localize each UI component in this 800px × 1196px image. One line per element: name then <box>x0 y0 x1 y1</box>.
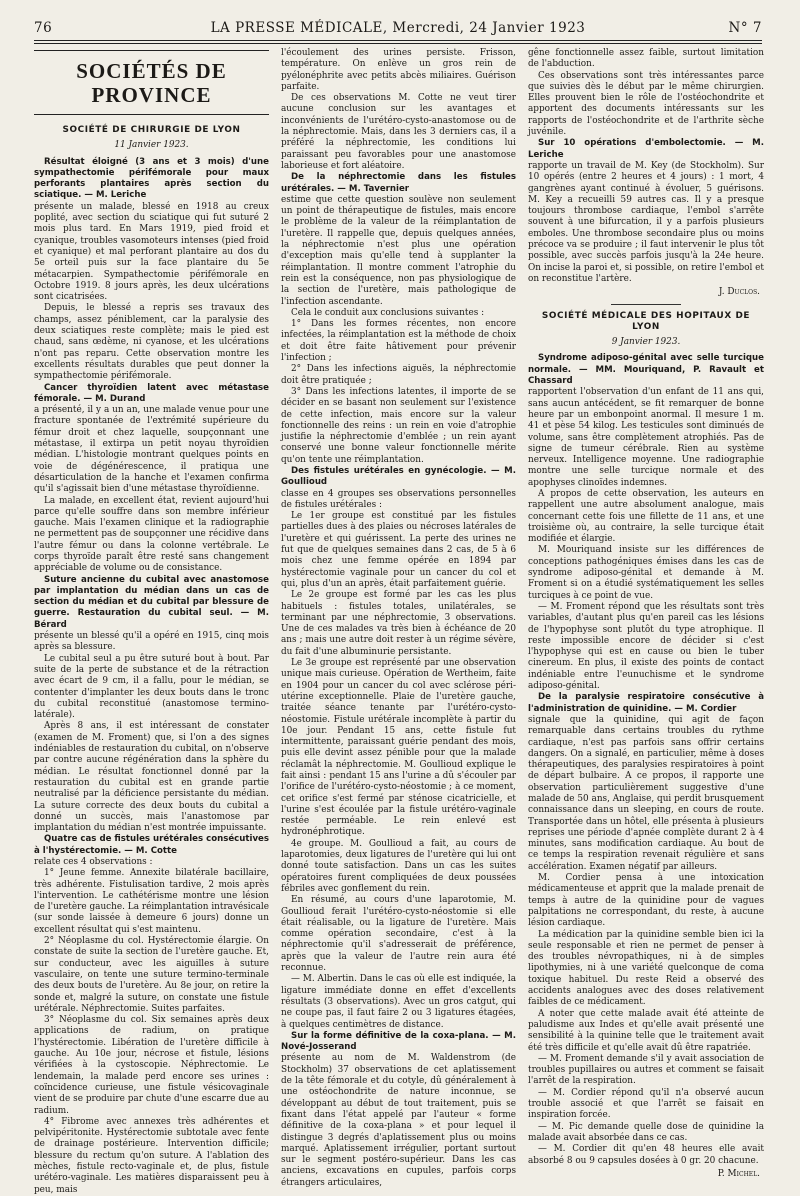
society-heading: SOCIÉTÉ DE CHIRURGIE DE LYON <box>62 125 241 135</box>
paragraph: Le 2e groupe est formé par les cas les plus habituels : fistules totales, unilatérales, se terminant par une néphrectomie, 3 observations. Une de ces malades va très bien à échéance de 20 ans ; mais une autre doit rester à un régime sévère, du fait d'une albuminurie persistante. <box>281 590 516 657</box>
paragraph: En résumé, au cours d'une laparotomie, M. Goullioud ferait l'urétéro-cysto-néostomie si elle était réalisable, ou la ligature de l'uretère. Mais comme opération secondaire, c'est à la néphrectomie qu'il s'adresserait de préférence, après que la valeur de l'autre rein aura été reconnue. <box>281 895 516 974</box>
paragraph: estime que cette question soulève non seulement un point de thérapeutique de fistules, mais encore le problème de la valeur de la réimplantation de l'uretère. Il rappelle que, depuis quelques années, la néphrectomie n'est plus une opération d'exception mais qu'elle tend à supplanter la réimplantation. Il montre comment l'atrophie du rein est la conséquence, non pas physiologique de la section de l'uretère, mais pathologique de l'infection ascendante. <box>281 194 516 307</box>
paragraph: 3° Néoplasme du col. Six semaines après deux applications de radium, on pratique l'hystérectomie. Libération de l'uretère difficile à gauche. Au 10e jour, nécrose et fistule, lésions vérifiées à la cystoscopie. Néphrectomie. Le lendemain, la malade perd encore ses urines : coïncidence curieuse, une fistule vésicovaginale vient de se produire par chute d'une escarre due au radium. <box>34 1015 269 1116</box>
paragraph: A noter que cette malade avait été atteinte de paludisme aux Indes et qu'elle avait présenté une sensibilité à la quinine telle que le traitement avait été très difficile et qu'elle avait dû être rapatriée. <box>528 1008 764 1053</box>
running-head <box>34 20 762 38</box>
paragraph: — M. Cordier répond qu'il n'a observé aucun trouble associé et que l'arrêt se faisait en inspiration forcée. <box>528 1087 764 1121</box>
section-title: SOCIÉTÉS DE PROVINCE <box>34 50 269 115</box>
article-heading: De la paralysie respiratoire consécutive à l'administration de quinidine. — M. Cordier <box>528 692 764 714</box>
article-heading: Des fistules urétérales en gynécologie. — M. Goullioud <box>281 465 516 488</box>
paragraph: Le 1er groupe est constitué par les fistules partielles dues à des plaies ou nécroses latérales de l'uretère et qui guérissent. La perte des urines ne fut que de quelques semaines dans 2 cas, de 5 à 6 mois chez une femme opérée en 1894 par hystérectomie vaginale pour un cancer du col et qui, plus d'un an après, était parfaitement guérie. <box>281 511 516 589</box>
page-number: 76 <box>34 20 53 36</box>
paragraph: 4e groupe. M. Goullioud a fait, au cours de laparotomies, deux ligatures de l'uretère qui lui ont donné toute satisfaction. Dans un cas les suites opératoires furent compliquées de deux poussées fébriles avec gonflement du rein. <box>281 838 516 894</box>
paragraph: 2° Dans les infections aiguës, la néphrectomie doit être pratiquée ; <box>281 364 516 386</box>
paragraph: 3° Dans les infections latentes, il importe de se décider en se basant non seulement sur l'existence de cette infection, mais encore sur la valeur fonctionnelle des reins : un rein en voie d'atrophie justifie la néphrectomie d'emblée ; un rein ayant conservé une bonne valeur fonctionnelle mérite qu'on tente une réimplantation. <box>281 386 516 465</box>
paragraph: présente au nom de M. Waldenstrom (de Stockholm) 37 observations de cet aplatissement de la tête fémorale et du cotyle, dû généralement à une ostéochondrite de nature inconnue, se développant au début de tout traitement, puis se fixant dans l'état appelé par l'auteur « forme définitive de la coxa-plana » et pour lequel il distingue 3 degrés d'aplatissement plus ou moins marqué. Aplatissement irrégulier, portant surtout sur le segment postéro-supérieur. Dans les cas anciens, excavations en cupules, parfois corps étrangers articulaires, <box>281 1053 516 1188</box>
paragraph: l'écoulement des urines persiste. Frisson, température. On enlève un gros rein de pyélonéphrite avec petits abcès miliaires. Guérison parfaite. <box>281 48 516 92</box>
section-divider <box>611 304 681 305</box>
paragraph: Le 3e groupe est représenté par une observation unique mais curieuse. Opération de Wertheim, faite en 1904 pour un cancer du col avec sclérose péri-utérine exceptionnelle. Plaie de l'uretère gauche, traitée séance tenante par l'urétéro-cysto-néostomie. Fistule urétérale incomplète à partir du 10e jour. Pendant 15 ans, cette fistule fut intermittente, paraissant guérie pendant des mois, puis elle devint assez pénible pour que la malade réclamât la néphrectomie. M. Goullioud explique le fait ainsi : pendant 15 ans l'urine a dû s'écouler par l'orifice de l'urétéro-cysto-néostomie ; à ce moment, cet orifice s'est fermé par sténose cicatricielle, et l'urine s'est écoulée par la fistule urétéro-vaginale restée perméable. Le rein enlevé est hydronéphrotique. <box>281 658 516 838</box>
session-date: 9 Janvier 1923. <box>611 337 681 348</box>
paragraph: La malade, en excellent état, revient aujourd'hui parce qu'elle souffre dans son membre inférieur gauche. Mais l'examen clinique et la radiographie ne permettent pas de soupçonner une récidive dans l'autre fémur ou dans la colonne vertébrale. Le corps thyroïde paraît être resté sans changement appréciable de volume ou de consistance. <box>34 495 269 574</box>
signature: J. Duclos. <box>718 287 760 298</box>
paragraph: Ces observations sont très intéressantes parce que suivies dès le début par le même chirurgien. Elles prouvent bien le rôle de l'ostéochondrite et apportent des documents intéressants sur les rapports de l'ostéochondrite et de l'arthrite sèche juvénile. <box>528 70 764 138</box>
paragraph: 2° Néoplasme du col. Hystérectomie élargie. On constate de suite la section de l'uretère gauche. Et, sur conducteur, avec les aiguilles à suture vasculaire, on tente une suture termino-terminale des deux bouts de l'uretère. Au 8e jour, on retire la sonde et, malgré la suture, on constate une fistule urétérale. Néphrectomie. Suites parfaites. <box>34 936 269 1014</box>
paragraph: relate ces 4 observations : <box>34 857 153 867</box>
paragraph: 1° Dans les formes récentes, non encore infectées, la réimplantation est la méthode de choix et doit être faite hâtivement pour prévenir l'infection ; <box>281 319 516 364</box>
column-2 <box>281 48 516 1188</box>
society-heading: SOCIÉTÉ MÉDICALE DES HOPITAUX DE LYON <box>541 310 751 332</box>
paragraph: a présenté, il y a un an, une malade venue pour une fracture spontanée de l'extrémité supérieure du fémur droit et chez laquelle, soupçonnant une métastase, il extirpa un petit noyau thyroïdien médian. L'histologie montrant quelques points en voie de dégénérescence, il pratiqua une désarticulation de la hanche et l'examen confirma qu'il s'agissait bien d'une métastase thyroïdienne. <box>34 405 269 495</box>
article-heading: De la néphrectomie dans les fistules urétérales. — M. Tavernier <box>281 172 516 194</box>
paragraph: — M. Pic demande quelle dose de quinidine la malade avait absorbée dans ce cas. <box>528 1121 764 1143</box>
paragraph: 1° Jeune femme. Annexite bilatérale bacillaire, très adhérente. Fistulisation tardive, 2 mois après l'intervention. Le cathétérisme montre une lésion de l'uretère gauche. La réimplantation intravésicale (sur sonde laissée à demeure 6 jours) donne un excellent résultat qui s'est maintenu. <box>34 868 269 935</box>
issue-number: N° 7 <box>728 20 762 36</box>
header-rule <box>34 40 762 44</box>
column-3 <box>528 48 764 1179</box>
paragraph: De ces observations M. Cotte ne veut tirer aucune conclusion sur les avantages et inconvénients de l'urétéro-cysto-anastomose ou de la néphrectomie. Mais, dans les 3 derniers cas, il a préféré la néphrectomie, les conditions lui paraissant peu favorables pour une anastomose laborieuse et fort aléatoire. <box>281 93 516 171</box>
paragraph: classe en 4 groupes ses observations personnelles de fistules urétérales : <box>281 488 516 510</box>
paragraph: M. Cordier pensa à une intoxication médicamenteuse et apprit que la malade prenait de temps à autre de la quinidine pour de vagues palpitations ne correspondant, du reste, à aucune lésion cardiaque. <box>528 873 764 929</box>
article-heading: Sur 10 opérations d'embolectomie. — M. Leriche <box>528 138 764 160</box>
article-heading: Résultat éloigné (3 ans et 3 mois) d'une sympathectomie périfémorale pour maux perforants plantaires après section du sciatique. — M. Leriche <box>34 156 269 201</box>
article-heading: Cancer thyroïdien latent avec métastase fémorale. — M. Durand <box>34 382 269 404</box>
paragraph: — M. Cordier dit qu'en 48 heures elle avait absorbé 8 ou 9 capsules dosées à 0 gr. 20 chacune. <box>528 1144 764 1166</box>
paragraph: — M. Froment répond que les résultats sont très variables, d'autant plus qu'en pareil cas les lésions de l'hypophyse sont plutôt du type atrophique. Il reste impossible encore de décider si c'est l'hypophyse qui est en cause ou bien le tuber cinereum. En plus, il existe des points de contact indéniable entre l'eunuchisme et le syndrome adiposo-génital. <box>528 601 764 692</box>
paragraph: rapportent l'observation d'un enfant de 11 ans qui, sans aucun antécédent, se fit remarquer de bonne heure par un embonpoint anormal. Il mesure 1 m. 41 et pèse 54 kilog. Les testicules sont diminués de volume, sans être complètement atrophiés. Pas de signe de tumeur cérébrale. Rien au système nerveux. Intelligence moyenne. Une radiographie montre une selle turcique normale et des apophyses clinoïdes indemnes. <box>528 387 764 488</box>
article-heading: Syndrome adiposo-génital avec selle turcique normale. — MM. Mouriquand, P. Ravault et Chassard <box>528 353 764 387</box>
article-heading: Quatre cas de fistules urétérales consécutives à l'hystérectomie. — M. Cotte <box>34 834 269 856</box>
paragraph: M. Mouriquand insiste sur les différences de conceptions pathogéniques émises dans les cas de syndrome adiposo-génital et demande à M. Froment si on a étudié systématiquement les selles turciques à ce point de vue. <box>528 545 764 601</box>
paragraph: Depuis, le blessé a repris ses travaux des champs, assez péniblement, car la paralysie des deux sciatiques reste complète; mais le pied est chaud, sans œdème, ni cyanose, et les ulcérations n'ont pas reparu. Cette observation montre les excellents résultats durables que peut donner la sympathectomie périfémorale. <box>34 303 269 382</box>
column-1 <box>34 48 269 1195</box>
paragraph: signale que la quinidine, qui agit de façon remarquable dans certains troubles du rythme cardiaque, n'est pas parfois sans offrir certains dangers. On a signalé, en particulier, même à doses thérapeutiques, des paralysies respiratoires à point de départ bulbaire. A ce propos, il rapporte une observation particulièrement suggestive d'une malade de 50 ans, Anglaise, qui perdit brusquement connaissance dans un sleeping, en cours de route. Transportée dans un hôtel, elle présenta à plusieurs reprises une période d'apnée complète durant 2 à 4 minutes, sans modification cardiaque. Au bout de ce temps la respiration revenait régulière et sans accélération. Examen négatif par ailleurs. <box>528 714 764 872</box>
paragraph: gêne fonctionnelle assez faible, surtout limitation de l'abduction. <box>528 48 764 70</box>
journal-date: LA PRESSE MÉDICALE, Mercredi, 24 Janvier 1923 <box>210 20 586 36</box>
session-date: 11 Janvier 1923. <box>114 140 189 151</box>
paragraph: 4° Fibrome avec annexes très adhérentes et pelvipéritonite. Hystérectomie subtotale avec fente de drainage postérieure. Intervention difficile; blessure du rectum qu'on suture. A l'ablation des mèches, fistule recto-vaginale et, de plus, fistule urétéro-vaginale. Les matières disparaissent peu à peu, mais <box>34 1116 269 1195</box>
article-heading: Sur la forme définitive de la coxa-plana. — M. Nové-Josserand <box>281 1030 516 1053</box>
paragraph: — M. Albertin. Dans le cas où elle est indiquée, la ligature immédiate donne en effet d'excellents résultats (3 observations). Avec un gros catgut, qui ne coupe pas, il faut faire 2 ou 3 ligatures étagées, à quelques centimètres de distance. <box>281 974 516 1030</box>
article-heading: Suture ancienne du cubital avec anastomose par implantation du médian dans un cas de section du médian et du cubital par blessure de guerre. Restauration du cubital seul. — M. Bérard <box>34 574 269 630</box>
paragraph: présente un blessé qu'il a opéré en 1915, cinq mois après sa blessure. <box>34 631 269 653</box>
paragraph: Le cubital seul a pu être suturé bout à bout. Par suite de la perte de substance et de la rétraction avec écart de 9 cm, il a fallu, pour le médian, se contenter d'implanter les deux bouts dans le tronc du cubital reconstitué (anastomose termino-latérale). <box>34 653 269 721</box>
paragraph: A propos de cette observation, les auteurs en rappellent une autre absolument analogue, mais concernant cette fois une fillette de 11 ans, et une troisième où, au contraire, la selle turcique était modifiée et élargie. <box>528 488 764 545</box>
paragraph: présente un malade, blessé en 1918 au creux poplité, avec section du sciatique qui fut suturé 2 mois plus tard. En Mars 1919, pied froid et cyanique, troubles vasomoteurs intenses (pied froid et cyanique) et mal perforant plantaire au dos du 5e orteil puis sur la face plantaire du 5e métacarpien. Sympathectomie périfémorale en Octobre 1919. 8 jours après, les deux ulcérations sont cicatrisées. <box>34 201 269 303</box>
signature: P. Michel. <box>717 1168 760 1179</box>
paragraph: — M. Froment demande s'il y avait association de troubles pupillaires ou autres et comment se faisait l'arrêt de la respiration. <box>528 1053 764 1087</box>
paragraph: Après 8 ans, il est intéressant de constater (examen de M. Froment) que, si l'on a des signes indéniables de restauration du cubital, on n'observe par contre aucune régénération dans la sphère du médian. Le résultat fonctionnel donné par la restauration du cubital est en grande partie neutralisé par la déficience persistante du médian. La suture correcte des deux bouts du cubital a donné un succès, mais l'anastomose par implantation du médian n'est montrée impuissante. <box>34 721 269 834</box>
paragraph: Cela le conduit aux conclusions suivantes : <box>291 307 485 318</box>
paragraph: La médication par la quinidine semble bien ici la seule responsable et rien ne permet de penser à des troubles névropathiques, ni à de simples lipothymies, ni à une variété quelconque de coma toxique habituel. Du reste Reid a observé des accidents analogues avec des doses relativement faibles de ce médicament. <box>528 929 764 1008</box>
paragraph: rapporte un travail de M. Key (de Stockholm). Sur 10 opérés (entre 2 heures et 4 jours) : 1 mort, 4 gangrènes ayant continué à évoluer, 5 guérisons. M. Key a recueilli 59 autres cas. Il y a presque toujours thrombose cardiaque, l'embol s'arrête souvent à une bifurcation, il y a parfois plusieurs emboles. Une thrombose secondaire plus ou moins précoce va se produire ; il faut intervenir le plus tôt possible, avec succès parfois jusqu'à la 24e heure. On incise la paroi et, si possible, on retire l'embol et on reconstitue l'artère. <box>528 160 764 284</box>
